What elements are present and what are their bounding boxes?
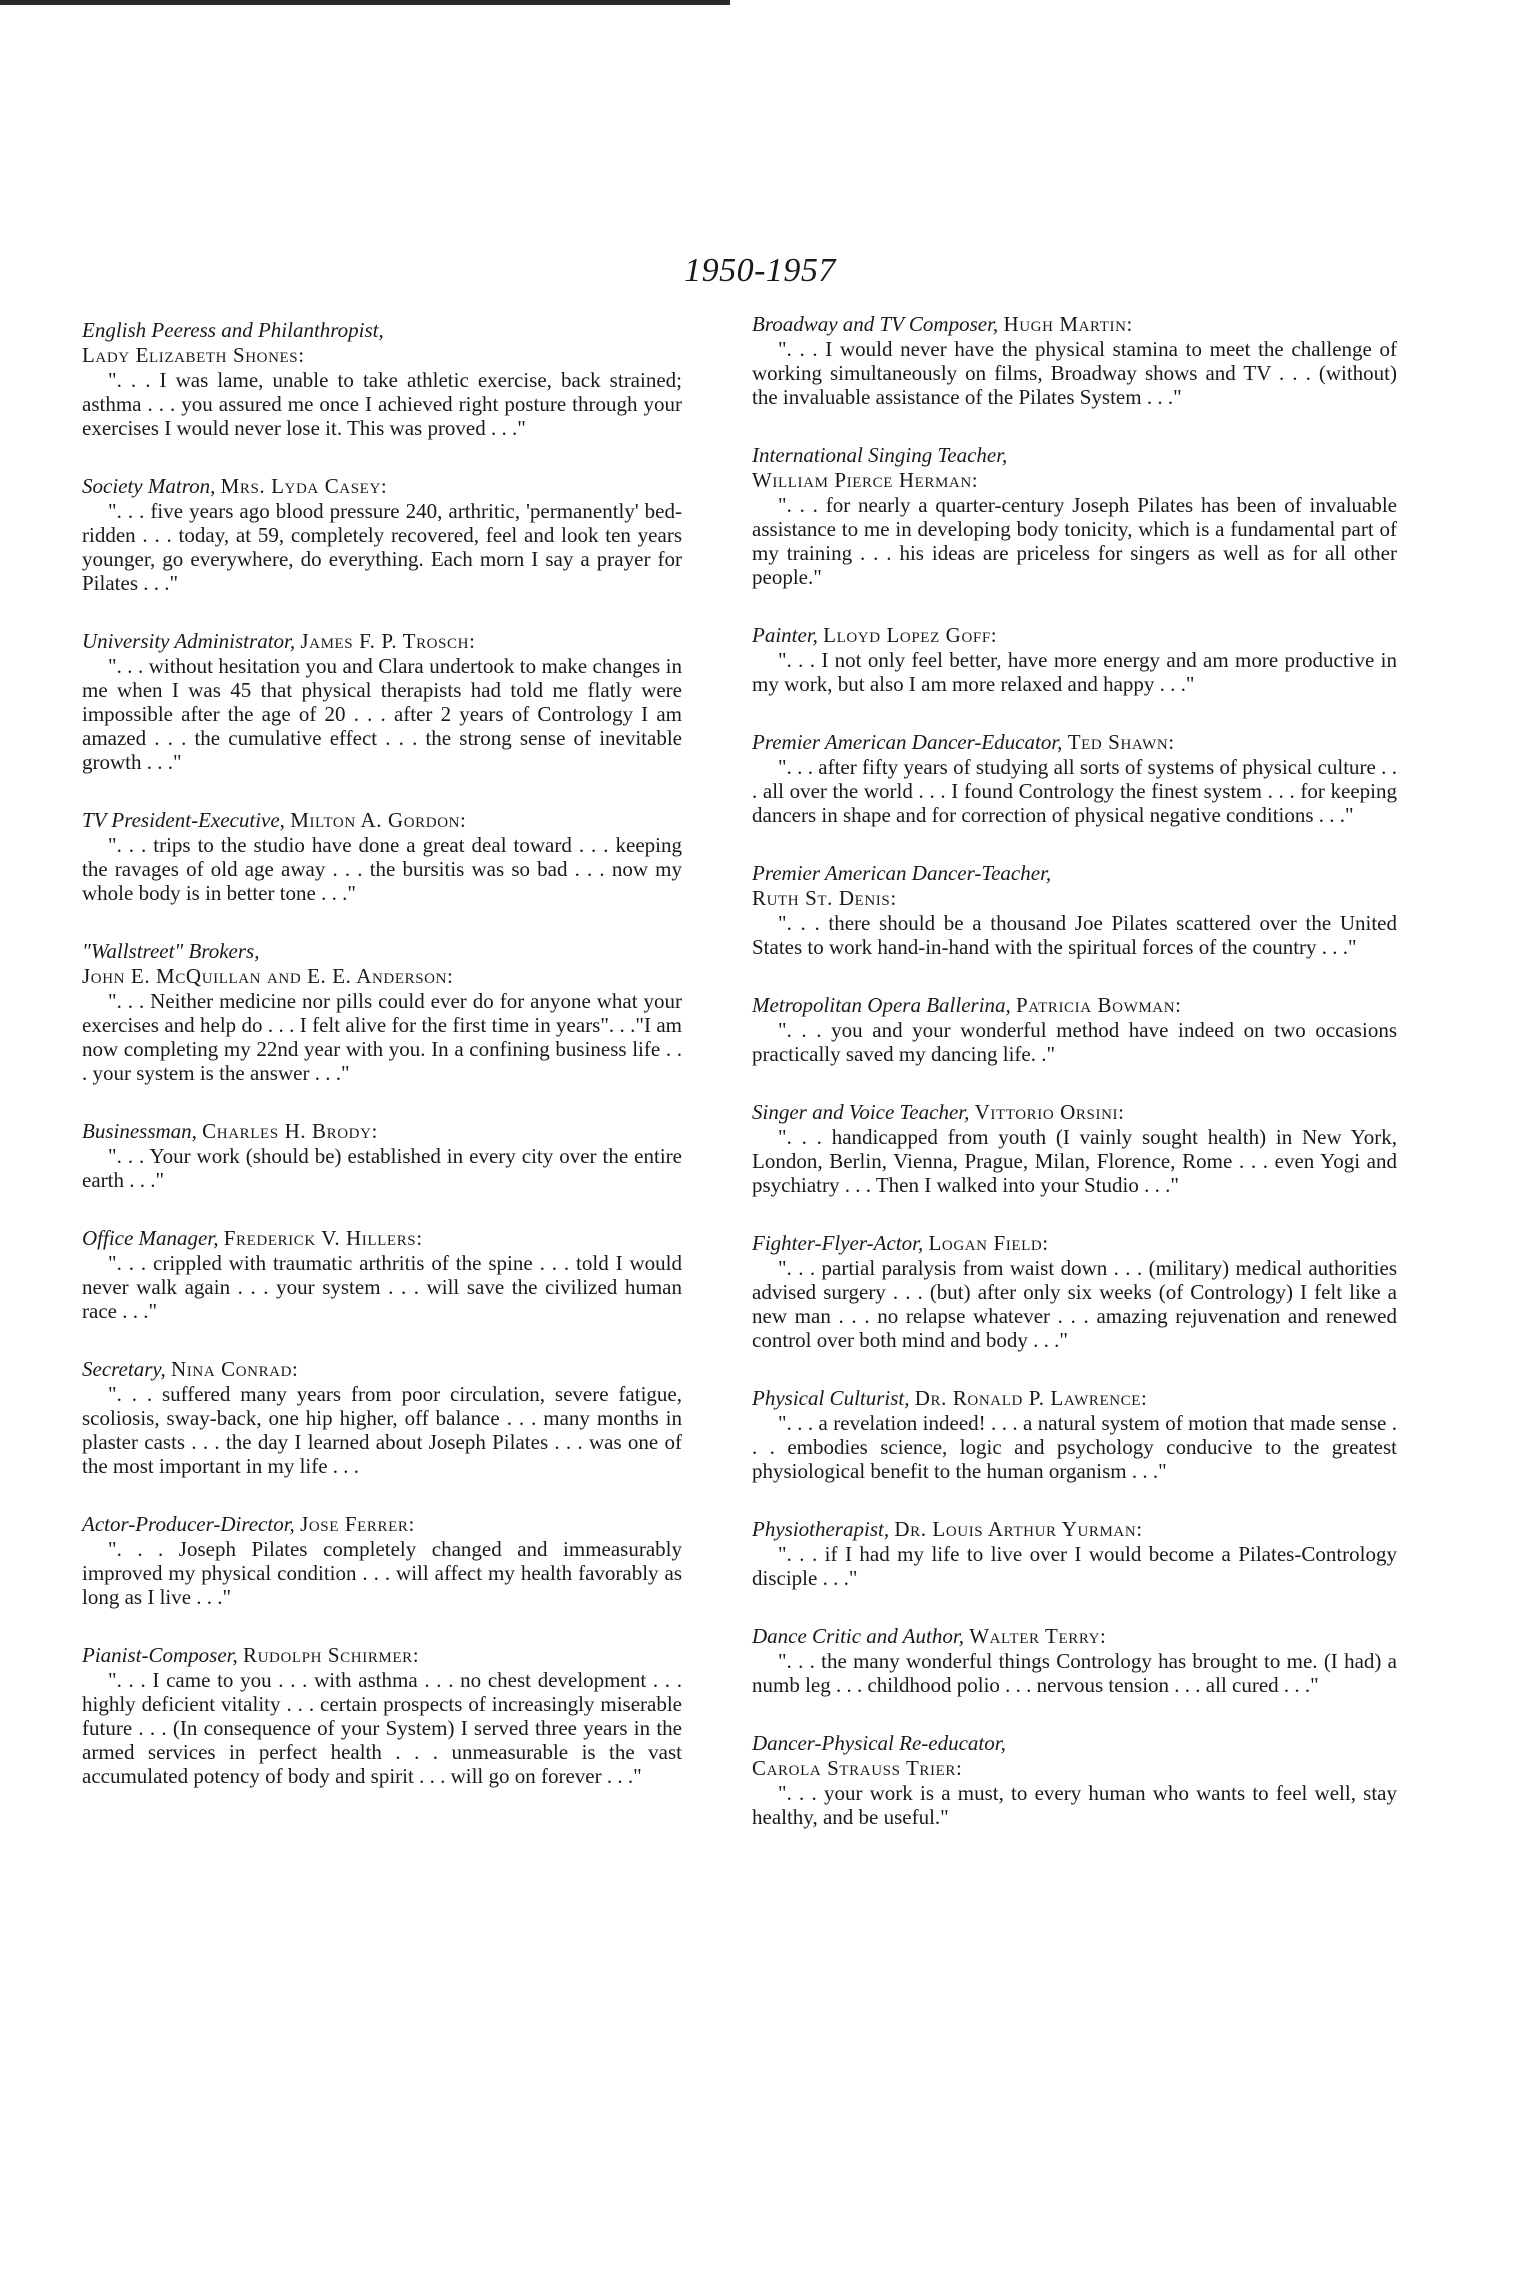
testimonial-entry (82, 1512, 682, 1609)
scan-edge-bar (0, 0, 730, 5)
author-name: Ruth St. Denis: (752, 886, 897, 910)
author-role: "Wallstreet" Brokers, (82, 939, 260, 963)
author-name: Mrs. Lyda Casey: (220, 474, 388, 498)
author-name: Dr. Louis Arthur Yurman: (894, 1517, 1143, 1541)
author-name: Carola Strauss Trier: (752, 1756, 963, 1780)
author-role: Metropolitan Opera Ballerina, (752, 993, 1011, 1017)
author-role: Secretary, (82, 1357, 166, 1381)
author-name: Jose Ferrer: (300, 1512, 415, 1536)
testimonial-entry (82, 629, 682, 774)
author-name: James F. P. Trosch: (300, 629, 476, 653)
testimonial-entry (752, 993, 1397, 1066)
author-role: Dancer-Physical Re-educator, (752, 1731, 1006, 1755)
testimonial-entry (82, 1119, 682, 1192)
testimonial-heading (82, 1512, 682, 1537)
testimonial-heading (82, 474, 682, 499)
testimonial-heading (752, 623, 1397, 648)
testimonial-quote: ". . . after fifty years of studying all sorts of systems of physical culture . . . all over the world . . . I found Contrology the finest system . . . for keeping dancers in shape and for correction of physical negative conditions . . ." (752, 755, 1397, 827)
testimonial-entry (752, 1624, 1397, 1697)
author-name: Milton A. Gordon: (290, 808, 467, 832)
testimonial-entry (752, 312, 1397, 409)
testimonial-quote: ". . . Joseph Pilates completely changed and immeasurably improved my physical condition . . . will affect my health favorably as long as I live . . ." (82, 1537, 682, 1609)
right-column (752, 312, 1397, 1863)
author-role: Pianist-Composer, (82, 1643, 238, 1667)
testimonial-heading (752, 312, 1397, 337)
author-name: William Pierce Herman: (752, 468, 979, 492)
author-role: Painter, (752, 623, 818, 647)
page-title: 1950-1957 (684, 252, 836, 289)
testimonial-entry (752, 443, 1397, 589)
testimonial-quote: ". . . I would never have the physical stamina to meet the challenge of working simultaneously on films, Broadway shows and TV . . . (without) the invaluable assistance of the Pilates System . . ." (752, 337, 1397, 409)
testimonial-entry (752, 730, 1397, 827)
author-role: Physiotherapist, (752, 1517, 890, 1541)
testimonial-heading (752, 1386, 1397, 1411)
author-role: Businessman, (82, 1119, 197, 1143)
author-name: Rudolph Schirmer: (243, 1643, 420, 1667)
author-name: Walter Terry: (969, 1624, 1107, 1648)
testimonial-heading (752, 1100, 1397, 1125)
author-role: Dance Critic and Author, (752, 1624, 964, 1648)
author-role: Office Manager, (82, 1226, 219, 1250)
testimonial-quote: ". . . I came to you . . . with asthma . . . no chest development . . . highly deficient vitality . . . certain prospects of increasingly miserable future . . . (In consequence of your System) I served three years in the armed services in perfect health . . . unmeasurable is the vast accumulated potency of body and spirit . . . will go on forever . . ." (82, 1668, 682, 1788)
testimonial-heading (752, 993, 1397, 1018)
testimonial-entry (82, 1643, 682, 1788)
author-name: Patricia Bowman: (1016, 993, 1182, 1017)
testimonial-heading (752, 730, 1397, 755)
author-name: Lloyd Lopez Goff: (823, 623, 998, 647)
testimonial-quote: ". . . handicapped from youth (I vainly sought health) in New York, London, Berlin, Vienna, Prague, Milan, Florence, Rome . . . even Yogi and psychiatry . . . Then I walked into your Studio . . ." (752, 1125, 1397, 1197)
testimonial-quote: ". . . the many wonderful things Contrology has brought to me. (I had) a numb leg . . . childhood polio . . . nervous tension . . . all cured . . ." (752, 1649, 1397, 1697)
testimonial-heading (82, 1226, 682, 1251)
testimonial-entry (82, 318, 682, 440)
testimonial-heading (82, 939, 682, 989)
author-name: Vittorio Orsini: (974, 1100, 1125, 1124)
author-role: Society Matron, (82, 474, 216, 498)
author-name: John E. McQuillan and E. E. Anderson: (82, 964, 454, 988)
testimonial-quote: ". . . a revelation indeed! . . . a natural system of motion that made sense . . . embodies science, logic and psychology conducive to the greatest physiological benefit to the human organism . . ." (752, 1411, 1397, 1483)
author-role: Physical Culturist, (752, 1386, 910, 1410)
testimonial-quote: ". . . for nearly a quarter-century Joseph Pilates has been of invaluable assistance to me in developing body tonicity, which is a fundamental part of my training . . . his ideas are priceless for singers as well as for all other people." (752, 493, 1397, 589)
testimonial-quote: ". . . without hesitation you and Clara undertook to make changes in me when I was 45 that physical therapists had told me flatly were impossible after the age of 20 . . . after 2 years of Contrology I am amazed . . . the cumulative effect . . . the strong sense of inevitable growth . . ." (82, 654, 682, 774)
testimonial-heading (82, 1643, 682, 1668)
author-role: International Singing Teacher, (752, 443, 1008, 467)
testimonial-quote: ". . . trips to the studio have done a great deal toward . . . keeping the ravages of old age away . . . the bursitis was so bad . . . now my whole body is in better tone . . ." (82, 833, 682, 905)
testimonial-quote: ". . . you and your wonderful method have indeed on two occasions practically saved my dancing life. ." (752, 1018, 1397, 1066)
testimonial-entry (82, 474, 682, 595)
author-role: Singer and Voice Teacher, (752, 1100, 970, 1124)
author-role: Premier American Dancer-Teacher, (752, 861, 1052, 885)
testimonial-heading (752, 1231, 1397, 1256)
testimonial-heading (752, 861, 1397, 911)
testimonial-heading (82, 1357, 682, 1382)
testimonial-quote: ". . . Your work (should be) established in every city over the entire earth . . ." (82, 1144, 682, 1192)
testimonial-quote: ". . . five years ago blood pressure 240, arthritic, 'permanently' bed-ridden . . . today, at 59, completely recovered, feel and look ten years younger, go everywhere, do everything. Each morn I say a prayer for Pilates . . ." (82, 499, 682, 595)
testimonial-entry (752, 1386, 1397, 1483)
testimonial-quote: ". . . suffered many years from poor circulation, severe fatigue, scoliosis, sway-back, one hip higher, off balance . . . many months in plaster casts . . . the day I learned about Joseph Pilates . . . was one of the most important in my life . . . (82, 1382, 682, 1478)
testimonial-heading (82, 808, 682, 833)
testimonial-quote: ". . . crippled with traumatic arthritis of the spine . . . told I would never walk again . . . your system . . . will save the civilized human race . . ." (82, 1251, 682, 1323)
testimonial-quote: ". . . your work is a must, to every human who wants to feel well, stay healthy, and be useful." (752, 1781, 1397, 1829)
testimonial-entry (82, 1226, 682, 1323)
author-name: Hugh Martin: (1003, 312, 1133, 336)
testimonial-heading (752, 443, 1397, 493)
author-role: Broadway and TV Composer, (752, 312, 999, 336)
testimonial-entry (752, 1100, 1397, 1197)
author-name: Charles H. Brody: (202, 1119, 378, 1143)
testimonial-entry (82, 1357, 682, 1478)
testimonial-heading (752, 1624, 1397, 1649)
author-role: Premier American Dancer-Educator, (752, 730, 1063, 754)
testimonial-entry (752, 623, 1397, 696)
testimonial-heading (82, 318, 682, 368)
testimonial-quote: ". . . partial paralysis from waist down . . . (military) medical authorities advised surgery . . . (but) after only six weeks (of Contrology) I felt like a new man . . . no relapse whatever . . . amazing rejuvenation and renewed control over both mind and body . . ." (752, 1256, 1397, 1352)
author-name: Dr. Ronald P. Lawrence: (914, 1386, 1148, 1410)
author-name: Lady Elizabeth Shones: (82, 343, 305, 367)
author-role: Fighter-Flyer-Actor, (752, 1231, 924, 1255)
testimonial-quote: ". . . Neither medicine nor pills could ever do for anyone what your exercises and help do . . . I felt alive for the first time in years". . ."I am now completing my 22nd year with you. In a confining business life . . . your system is the answer . . ." (82, 989, 682, 1085)
left-column (82, 318, 682, 1822)
testimonial-entry (752, 1731, 1397, 1829)
author-name: Nina Conrad: (171, 1357, 299, 1381)
testimonial-entry (82, 939, 682, 1085)
testimonial-quote: ". . . I not only feel better, have more energy and am more productive in my work, but also I am more relaxed and happy . . ." (752, 648, 1397, 696)
testimonial-heading (82, 1119, 682, 1144)
author-name: Logan Field: (928, 1231, 1049, 1255)
author-name: Frederick V. Hillers: (223, 1226, 423, 1250)
author-role: TV President-Executive, (82, 808, 285, 832)
author-role: English Peeress and Philanthropist, (82, 318, 384, 342)
testimonial-quote: ". . . I was lame, unable to take athletic exercise, back strained; asthma . . . you assured me once I achieved right posture through your exercises I would never lose it. This was proved . . ." (82, 368, 682, 440)
testimonial-quote: ". . . if I had my life to live over I would become a Pilates-Contrology disciple . . ." (752, 1542, 1397, 1590)
testimonial-entry (752, 1517, 1397, 1590)
testimonial-heading (82, 629, 682, 654)
testimonial-heading (752, 1731, 1397, 1781)
testimonial-entry (82, 808, 682, 905)
author-role: Actor-Producer-Director, (82, 1512, 295, 1536)
testimonial-heading (752, 1517, 1397, 1542)
author-role: University Administrator, (82, 629, 296, 653)
testimonial-quote: ". . . there should be a thousand Joe Pilates scattered over the United States to work hand-in-hand with the spiritual forces of the country . . ." (752, 911, 1397, 959)
testimonial-entry (752, 1231, 1397, 1352)
author-name: Ted Shawn: (1067, 730, 1175, 754)
testimonial-entry (752, 861, 1397, 959)
